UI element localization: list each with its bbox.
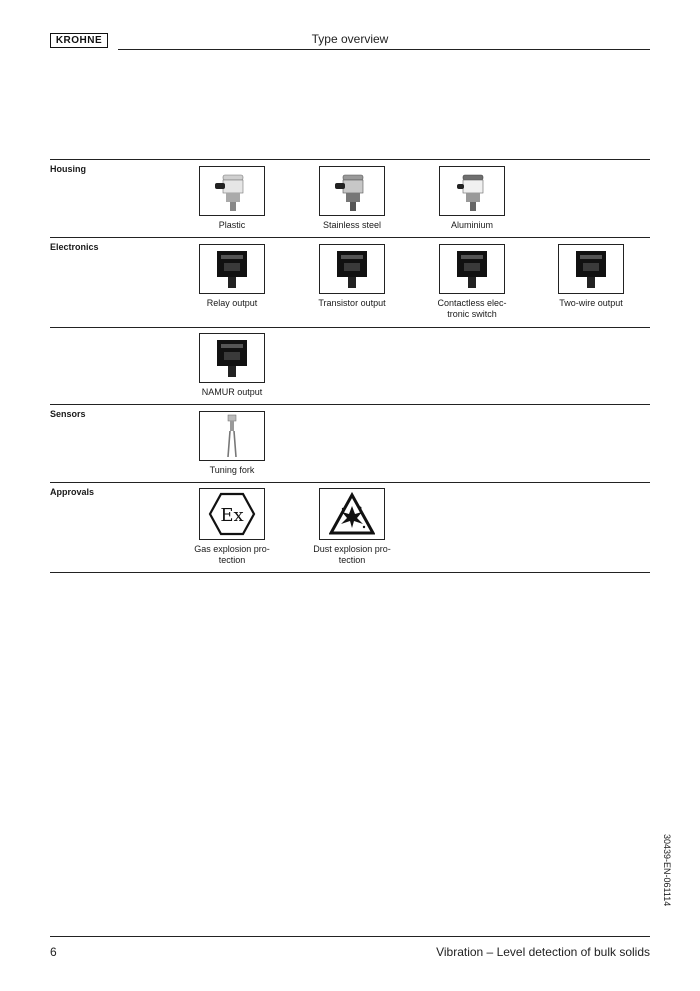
caption: Dust explosion pro- tection [313, 544, 391, 565]
sensor-tuning-fork [172, 411, 292, 476]
aluminium-housing-image [439, 166, 505, 216]
section-divider [50, 482, 650, 483]
section-divider [50, 159, 650, 160]
explosion-warning-icon [319, 488, 385, 540]
caption: Stainless steel [322, 220, 382, 230]
caption: Tuning fork [209, 465, 255, 475]
caption: Contactless elec- tronic switch [437, 298, 507, 319]
relay-output-module-image [199, 244, 265, 294]
document-code: 30439-EN-061114 [662, 834, 672, 907]
section-divider [50, 404, 650, 405]
electronics-relay-output [172, 244, 292, 309]
ex-symbol: Ex [220, 505, 244, 526]
section-label-electronics: Electronics [50, 242, 99, 252]
namur-output-module-image [199, 333, 265, 383]
section-label-approvals: Approvals [50, 487, 95, 497]
caption: Relay output [206, 298, 258, 308]
electronics-contactless-switch [412, 244, 532, 320]
housing-plastic [172, 166, 292, 231]
two-wire-output-module-image [558, 244, 624, 294]
section-divider [50, 237, 650, 238]
electronics-two-wire-output [531, 244, 651, 309]
section-label-housing: Housing [50, 164, 86, 174]
electronics-namur-output [172, 333, 292, 398]
section-divider [50, 327, 650, 328]
page-number: 6 [50, 945, 57, 959]
caption: NAMUR output [201, 387, 263, 397]
caption: Aluminium [450, 220, 493, 230]
housing-stainless-steel [292, 166, 412, 231]
footer-rule [50, 936, 650, 937]
page-title: Type overview [311, 32, 389, 46]
housing-aluminium [412, 166, 532, 231]
krohne-logo: KROHNE [50, 33, 108, 48]
plastic-housing-image [199, 166, 265, 216]
caption: Two-wire output [559, 298, 623, 308]
stainless-steel-housing-image [319, 166, 385, 216]
header-rule [118, 49, 650, 50]
ex-hexagon-icon [199, 488, 265, 540]
approval-dust-explosion [292, 488, 412, 566]
transistor-output-module-image [319, 244, 385, 294]
electronics-transistor-output [292, 244, 412, 309]
section-label-sensors: Sensors [50, 409, 86, 419]
tuning-fork-image [199, 411, 265, 461]
caption: Transistor output [318, 298, 386, 308]
footer-title: Vibration – Level detection of bulk solids [436, 945, 650, 959]
caption: Gas explosion pro- tection [194, 544, 270, 565]
approval-gas-explosion [172, 488, 292, 566]
contactless-switch-module-image [439, 244, 505, 294]
section-divider [50, 572, 650, 573]
caption: Plastic [218, 220, 246, 230]
